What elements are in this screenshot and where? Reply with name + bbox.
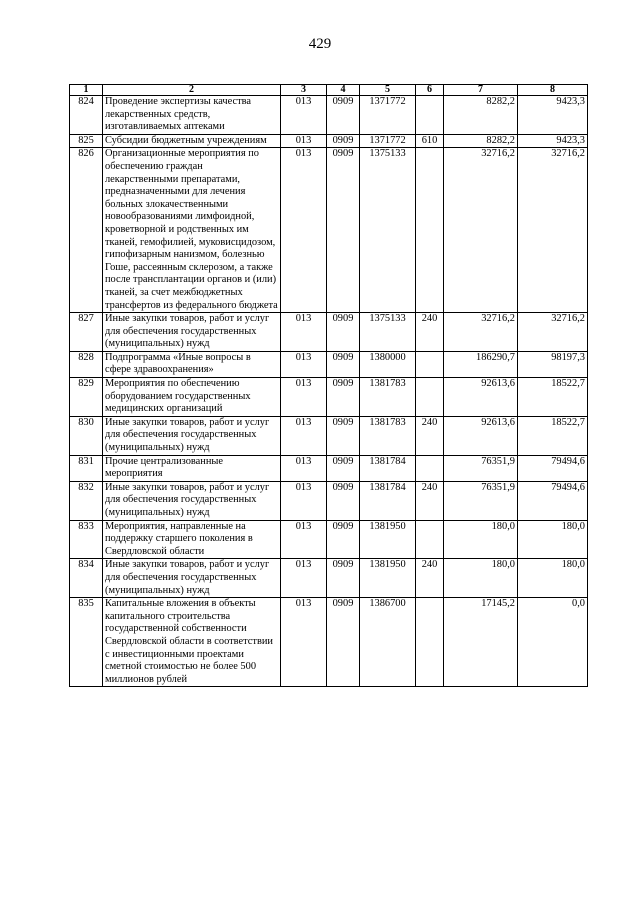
row-target-code: 1375133 <box>360 313 416 352</box>
row-expense-type: 610 <box>416 134 444 148</box>
row-section-code: 0909 <box>327 96 360 135</box>
row-section-code: 0909 <box>327 378 360 417</box>
row-target-code: 1381784 <box>360 455 416 481</box>
row-amount-1: 8282,2 <box>444 96 518 135</box>
row-section-code: 0909 <box>327 559 360 598</box>
table-row <box>70 351 588 377</box>
header-col-8: 8 <box>518 85 588 96</box>
table-row <box>70 96 588 135</box>
row-number: 829 <box>70 378 103 417</box>
header-col-5: 5 <box>360 85 416 96</box>
row-name: Подпрограмма «Иные вопросы в сфере здравоохранения» <box>103 351 281 377</box>
row-section-code: 0909 <box>327 416 360 455</box>
row-admin-code: 013 <box>281 520 327 559</box>
row-admin-code: 013 <box>281 481 327 520</box>
row-expense-type <box>416 96 444 135</box>
row-amount-1: 76351,9 <box>444 455 518 481</box>
row-name: Мероприятия, направленные на поддержку старшего поколения в Свердловской области <box>103 520 281 559</box>
row-amount-2: 18522,7 <box>518 416 588 455</box>
row-number: 825 <box>70 134 103 148</box>
row-number: 832 <box>70 481 103 520</box>
table-row <box>70 134 588 148</box>
table-body <box>70 96 588 687</box>
row-admin-code: 013 <box>281 134 327 148</box>
row-name: Иные закупки товаров, работ и услуг для обеспечения государственных (муниципальных) нужд <box>103 559 281 598</box>
row-number: 834 <box>70 559 103 598</box>
row-amount-1: 17145,2 <box>444 598 518 687</box>
header-col-4: 4 <box>327 85 360 96</box>
row-expense-type <box>416 455 444 481</box>
row-amount-1: 186290,7 <box>444 351 518 377</box>
row-target-code: 1381950 <box>360 559 416 598</box>
row-number: 826 <box>70 148 103 313</box>
row-name: Мероприятия по обеспечению оборудованием государственных медицинских организаций <box>103 378 281 417</box>
row-admin-code: 013 <box>281 378 327 417</box>
table-row <box>70 559 588 598</box>
row-target-code: 1375133 <box>360 148 416 313</box>
row-target-code: 1381784 <box>360 481 416 520</box>
row-amount-2: 79494,6 <box>518 455 588 481</box>
row-name: Проведение экспертизы качества лекарственных средств, изготавливаемых аптеками <box>103 96 281 135</box>
header-col-6: 6 <box>416 85 444 96</box>
row-amount-1: 8282,2 <box>444 134 518 148</box>
row-expense-type: 240 <box>416 313 444 352</box>
row-number: 824 <box>70 96 103 135</box>
row-section-code: 0909 <box>327 481 360 520</box>
row-name: Иные закупки товаров, работ и услуг для обеспечения государственных (муниципальных) нужд <box>103 481 281 520</box>
header-col-7: 7 <box>444 85 518 96</box>
row-target-code: 1381783 <box>360 416 416 455</box>
row-target-code: 1380000 <box>360 351 416 377</box>
row-section-code: 0909 <box>327 134 360 148</box>
row-amount-1: 76351,9 <box>444 481 518 520</box>
row-amount-2: 79494,6 <box>518 481 588 520</box>
row-section-code: 0909 <box>327 148 360 313</box>
row-admin-code: 013 <box>281 455 327 481</box>
table-row <box>70 520 588 559</box>
row-section-code: 0909 <box>327 313 360 352</box>
table-row <box>70 313 588 352</box>
header-row <box>70 85 588 96</box>
table-row <box>70 481 588 520</box>
row-amount-1: 32716,2 <box>444 313 518 352</box>
row-number: 835 <box>70 598 103 687</box>
row-section-code: 0909 <box>327 598 360 687</box>
row-expense-type <box>416 351 444 377</box>
row-name: Иные закупки товаров, работ и услуг для обеспечения государственных (муниципальных) нужд <box>103 313 281 352</box>
row-amount-2: 180,0 <box>518 520 588 559</box>
row-amount-2: 9423,3 <box>518 134 588 148</box>
row-amount-2: 32716,2 <box>518 148 588 313</box>
row-target-code: 1371772 <box>360 134 416 148</box>
row-name: Прочие централизованные мероприятия <box>103 455 281 481</box>
budget-table <box>69 84 588 687</box>
row-expense-type: 240 <box>416 416 444 455</box>
row-number: 831 <box>70 455 103 481</box>
row-target-code: 1371772 <box>360 96 416 135</box>
row-name: Иные закупки товаров, работ и услуг для обеспечения государственных (муниципальных) нужд <box>103 416 281 455</box>
row-expense-type: 240 <box>416 559 444 598</box>
row-name: Организационные мероприятия по обеспечению граждан лекарственными препаратами, предназначенными для лечения больных злокачественными новообразованиями лимфоидной, кроветворной и родственных им тканей, гемофилией, муковисцидозом, гипофизарным нанизмом, болезнью Гоше, рассеянным склерозом, а также после трансплантации органов и (или) тканей, за счет межбюджетных трансфертов из федерального бюджета <box>103 148 281 313</box>
row-amount-1: 180,0 <box>444 520 518 559</box>
page-number: 429 <box>308 36 332 52</box>
table-row <box>70 455 588 481</box>
row-amount-1: 92613,6 <box>444 416 518 455</box>
row-admin-code: 013 <box>281 96 327 135</box>
row-number: 833 <box>70 520 103 559</box>
table-row <box>70 378 588 417</box>
row-amount-2: 98197,3 <box>518 351 588 377</box>
row-amount-2: 18522,7 <box>518 378 588 417</box>
row-section-code: 0909 <box>327 455 360 481</box>
row-admin-code: 013 <box>281 416 327 455</box>
row-target-code: 1381950 <box>360 520 416 559</box>
row-section-code: 0909 <box>327 351 360 377</box>
row-admin-code: 013 <box>281 598 327 687</box>
header-col-2: 2 <box>103 85 281 96</box>
table-row <box>70 148 588 313</box>
row-number: 828 <box>70 351 103 377</box>
table-header <box>70 85 588 96</box>
row-amount-1: 92613,6 <box>444 378 518 417</box>
row-expense-type <box>416 598 444 687</box>
row-expense-type: 240 <box>416 481 444 520</box>
row-number: 827 <box>70 313 103 352</box>
row-number: 830 <box>70 416 103 455</box>
row-target-code: 1386700 <box>360 598 416 687</box>
header-col-1: 1 <box>70 85 103 96</box>
row-name: Субсидии бюджетным учреждениям <box>103 134 281 148</box>
row-amount-1: 180,0 <box>444 559 518 598</box>
row-admin-code: 013 <box>281 559 327 598</box>
row-amount-2: 180,0 <box>518 559 588 598</box>
row-admin-code: 013 <box>281 351 327 377</box>
row-section-code: 0909 <box>327 520 360 559</box>
row-expense-type <box>416 148 444 313</box>
row-admin-code: 013 <box>281 148 327 313</box>
row-admin-code: 013 <box>281 313 327 352</box>
header-col-3: 3 <box>281 85 327 96</box>
row-target-code: 1381783 <box>360 378 416 417</box>
table-row <box>70 598 588 687</box>
row-expense-type <box>416 378 444 417</box>
row-amount-2: 32716,2 <box>518 313 588 352</box>
table-row <box>70 416 588 455</box>
row-amount-1: 32716,2 <box>444 148 518 313</box>
row-amount-2: 9423,3 <box>518 96 588 135</box>
row-expense-type <box>416 520 444 559</box>
row-amount-2: 0,0 <box>518 598 588 687</box>
row-name: Капитальные вложения в объекты капитального строительства государственной собственности Свердловской области в соответствии с инвестиционными проектами сметной стоимостью не более 500 миллионов рублей <box>103 598 281 687</box>
